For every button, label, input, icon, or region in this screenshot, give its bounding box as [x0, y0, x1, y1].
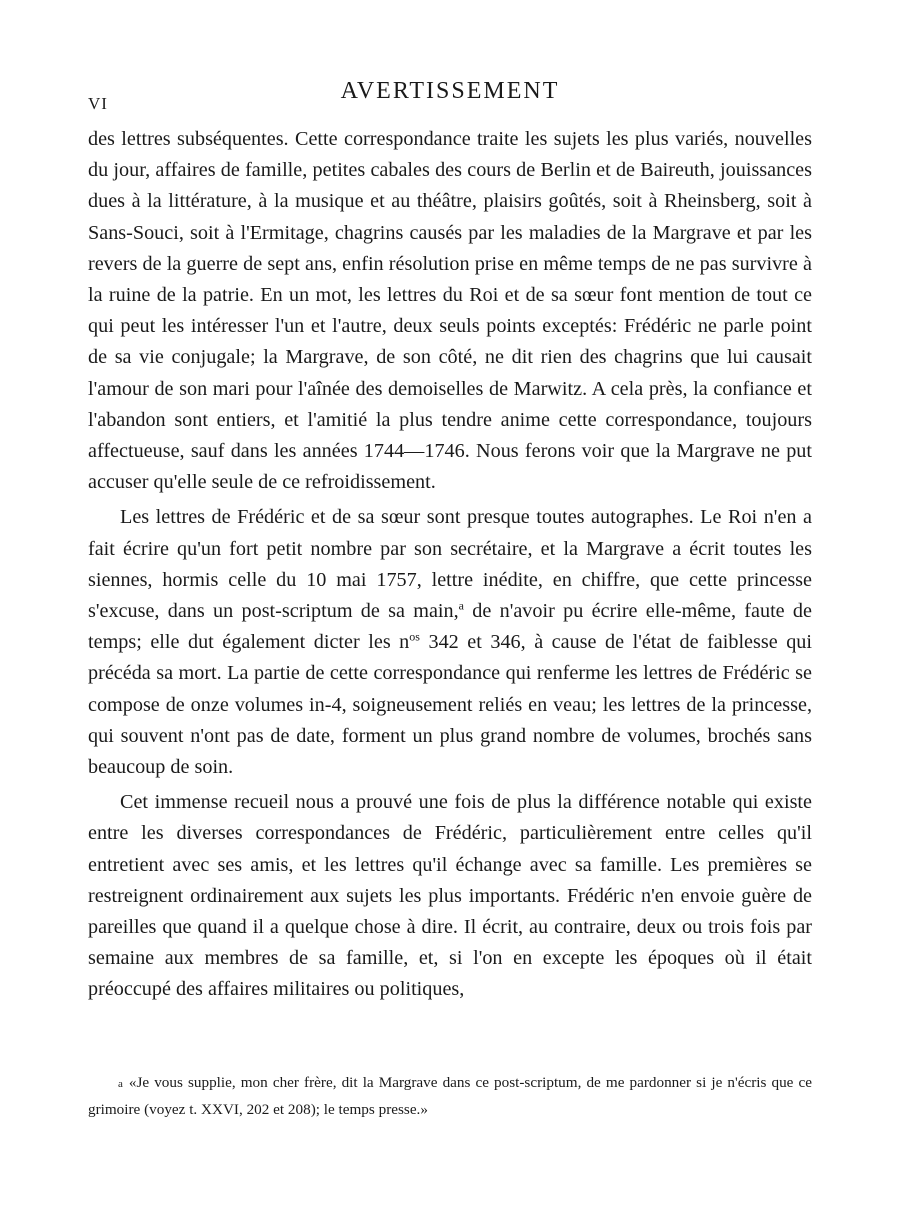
footnote-text: «Je vous supplie, mon cher frère, dit la Margrave dans ce post-scriptum, de me pardonner si je n'écris que ce grimoire (voyez t. XXVI, 202 et 208); le temps presse.»: [88, 1074, 812, 1118]
footnote-reference: a: [458, 598, 464, 613]
footnote: [88, 1070, 812, 1122]
paragraph-2-part-b: de n'avoir pu écrire elle-même, faute de temps; elle dut également dicter les n: [88, 600, 812, 654]
paragraph-3: Cet immense recueil nous a prouvé une fois de plus la différence notable qui existe entre les diverses correspondances de Frédéric, particulièrement entre celles qu'il entretient avec ses amis, et les lettres qu'il échange avec sa famille. Les premières se restreignent ordinairement aux sujets les plus importants. Frédéric n'en envoie guère de pareilles que quand il a quelque chose à dire. Il écrit, au contraire, deux ou trois fois par semaine aux membres de sa famille, et, si l'on en excepte les époques où il était préoccupé des affaires militaires ou politiques,: [88, 791, 812, 1001]
paragraph-2: [88, 502, 812, 783]
body-text: [88, 124, 812, 1006]
footnotes: [88, 1070, 812, 1122]
superscript-os: os: [409, 629, 420, 644]
paragraph-2-part-a: Les lettres de Frédéric et de sa sœur sont presque toutes autographes. Le Roi n'en a fait écrire qu'un fort petit nombre par son secrétaire, et la Margrave a écrit toutes les siennes, hormis celle du 10 mai 1757, lettre inédite, en chiffre, que cette princesse s'excuse, dans un post-scriptum de sa main,: [88, 506, 812, 623]
running-title: AVERTISSEMENT: [340, 78, 560, 104]
page-number: VI: [88, 94, 108, 113]
page-header: [88, 78, 812, 118]
paragraph-2-part-c: 342 et 346, à cause de l'état de faiblesse qui précéda sa mort. La partie de cette correspondance qui renferme les lettres de Frédéric se compose de onze volumes in-4, soigneusement reliés en veau; les lettres de la princesse, qui souvent n'ont pas de date, forment un plus grand nombre de volumes, brochés sans beaucoup de soin.: [88, 631, 812, 779]
footnote-marker: a: [118, 1078, 123, 1090]
paragraph-1: des lettres subséquentes. Cette correspondance traite les sujets les plus variés, nouvelles du jour, affaires de famille, petites cabales des cours de Berlin et de Baireuth, jouissances dues à la littérature, à la musique et au théâtre, plaisirs goûtés, soit à Rheinsberg, soit à Sans-Souci, soit à l'Ermitage, chagrins causés par les maladies de la Margrave et par les revers de la guerre de sept ans, enfin résolution prise en même temps de ne pas survivre à la ruine de la patrie. En un mot, les lettres du Roi et de sa sœur font mention de tout ce qui peut les intéresser l'un et l'autre, deux seuls points exceptés: Frédéric ne parle point de sa vie conjugale; la Margrave, de son côté, ne dit rien des chagrins que lui causait l'amour de son mari pour l'aînée des demoiselles de Marwitz. A cela près, la confiance et l'abandon sont entiers, et l'amitié la plus tendre anime cette correspondance, toujours affectueuse, sauf dans les années 1744—1746. Nous ferons voir que la Margrave ne put accuser qu'elle seule de ce refroidissement.: [88, 128, 812, 494]
